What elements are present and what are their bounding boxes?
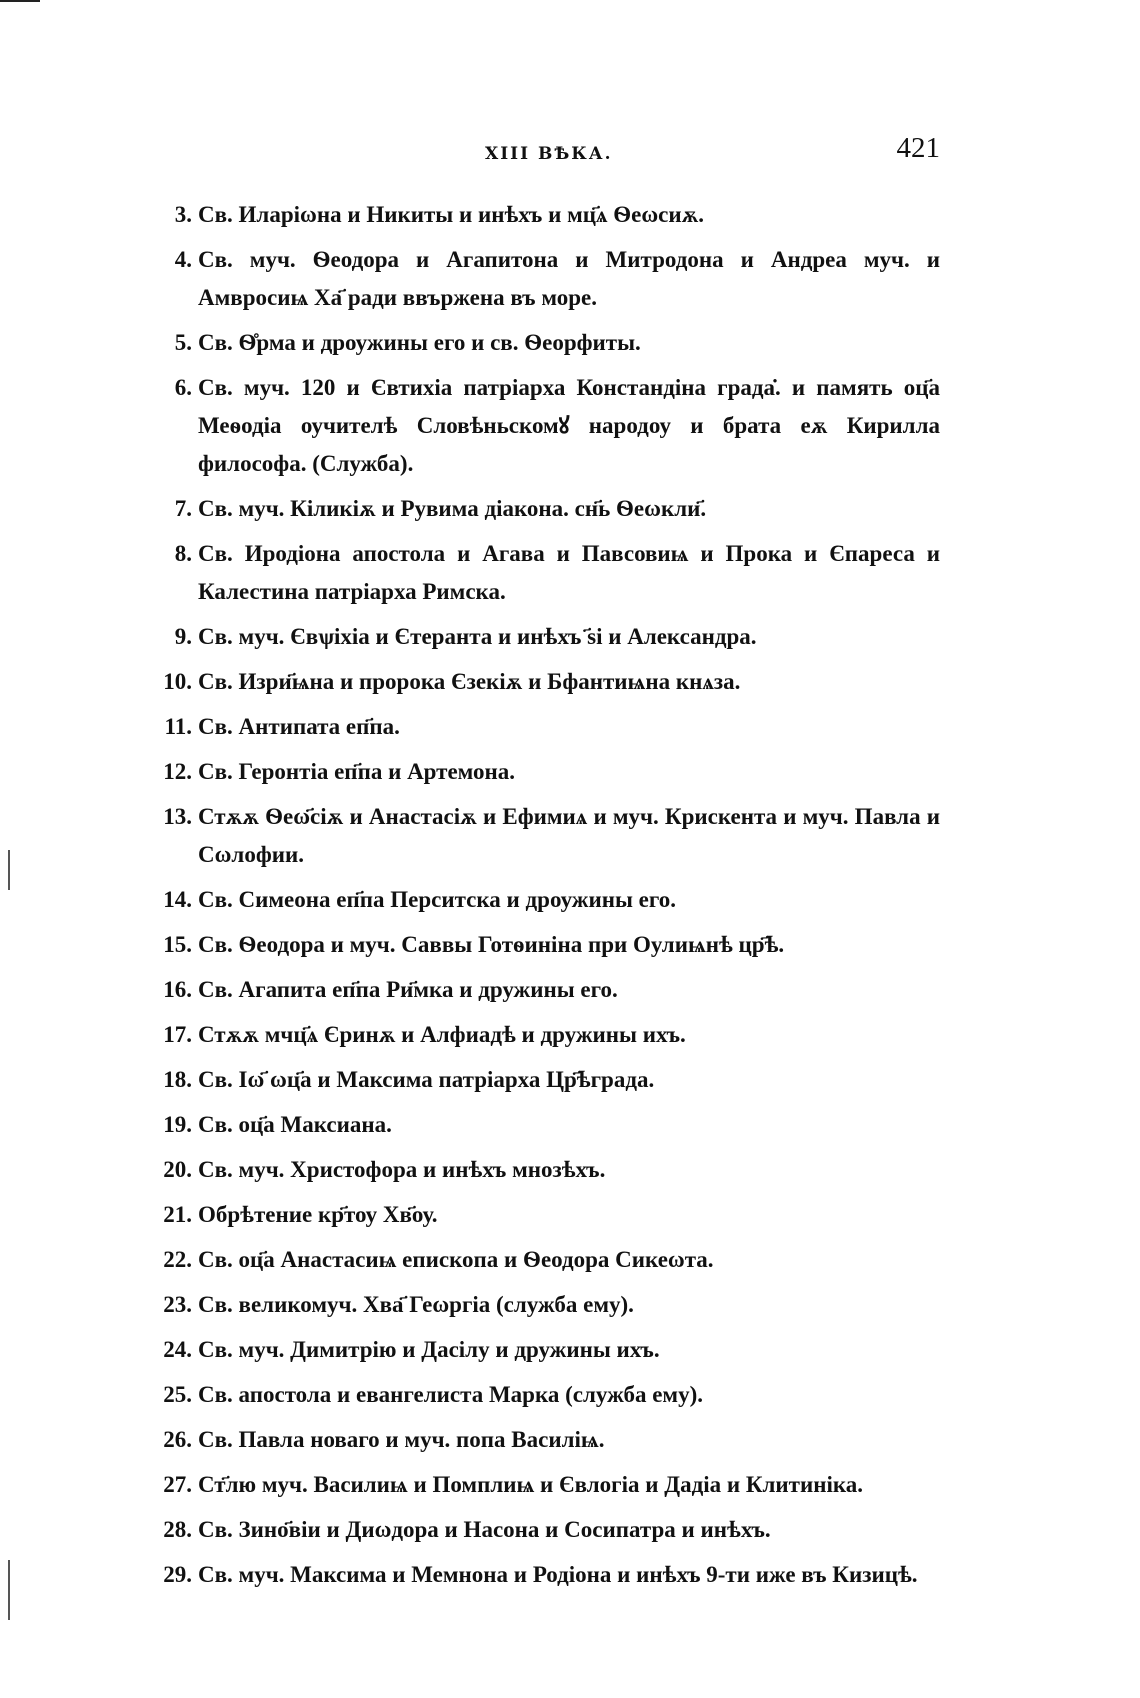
entry-number: 19. (163, 1112, 192, 1137)
entry-text: Стѫѫ Ѳеω҃сіѫ и Анастасіѫ и Ефимиѧ и муч. Крискента и муч. Павла и Сωлофии. (198, 804, 940, 867)
entry-number: 22. (163, 1247, 192, 1272)
entry-number: 18. (163, 1067, 192, 1092)
calendar-entry (140, 1376, 940, 1414)
entry-text: Св. муч. 120 и Євтихіа патріарха Констандіна града̇. и память оц҃а Меѳодіа оучителѣ Словѣньскомꙋ народоу и брата еѫ Кирилла философа. (Служба). (198, 375, 940, 476)
entry-text: Св. муч. Євѱіхіа и Єтеранта и инѣхъ ҃ѕі и Александра. (198, 624, 757, 649)
entry-number: 5. (174, 330, 192, 355)
calendar-entry (140, 753, 940, 791)
scan-edge-mark (8, 1560, 10, 1620)
entry-number: 17. (163, 1022, 192, 1047)
entry-number: 6. (174, 375, 192, 400)
calendar-entry (140, 1196, 940, 1234)
entry-number: 20. (163, 1157, 192, 1182)
entry-text: Св. Ѳеодора и муч. Саввы Готѳиніна при Оулиѩнѣ цр҃ѣ. (198, 932, 785, 957)
entry-text: Св. Изри҃ѩна и пророка Єзекіѫ и Бфантиѩна кнѧза. (198, 669, 741, 694)
scan-edge-mark (0, 0, 40, 8)
calendar-entry (140, 196, 940, 234)
entry-text: Св. муч. Димитрію и Дасілу и дружины ихъ. (198, 1337, 660, 1362)
entry-text: Св. Симеона еп҃па Перситска и дроужины его. (198, 887, 676, 912)
calendar-entry (140, 1241, 940, 1279)
calendar-entries-list (140, 196, 940, 1601)
entry-text: Св. Антипата еп҃па. (198, 714, 400, 739)
calendar-entry (140, 1466, 940, 1504)
entry-text: Св. оц҃а Максиана. (198, 1112, 392, 1137)
calendar-entry (140, 1331, 940, 1369)
calendar-entry (140, 1061, 940, 1099)
calendar-entry (140, 618, 940, 656)
calendar-entry (140, 663, 940, 701)
entry-text: Св. Іω҃ ωц҃а и Максима патріарха Цр҃ѣграда. (198, 1067, 655, 1092)
calendar-entry (140, 1511, 940, 1549)
entry-text: Св. муч. Христофора и инѣхъ мнозѣхъ. (198, 1157, 606, 1182)
entry-text: Св. муч. Кіликіѫ и Рувима діакона. сн҃ь Ѳеωкли҃. (198, 496, 707, 521)
entry-text: Обрѣтение кр҃тоу Хв҃оу. (198, 1202, 438, 1227)
calendar-entry (140, 241, 940, 317)
entry-number: 8. (174, 541, 192, 566)
entry-text: Св. Агапита еп҃па Ри҃мка и дружины его. (198, 977, 618, 1002)
entry-number: 4. (174, 247, 192, 272)
entry-number: 9. (174, 624, 192, 649)
calendar-entry (140, 324, 940, 362)
page-number: 421 (896, 132, 940, 164)
calendar-entry (140, 1016, 940, 1054)
entry-text: Св. оц҃а Анастасиѩ епископа и Ѳеодора Сикеωта. (198, 1247, 714, 1272)
calendar-entry (140, 369, 940, 483)
running-head: XIII ВѢКА. (485, 144, 613, 164)
calendar-entry (140, 971, 940, 1009)
entry-text: Св. Иродіона апостола и Агава и Павсовиѩ и Прока и Єпареса и Калестина патріарха Римска. (198, 541, 940, 604)
calendar-entry (140, 926, 940, 964)
entry-text: Св. Зино҃віи и Диωдора и Насона и Сосипатра и инѣхъ. (198, 1517, 771, 1542)
entry-text: Св. муч. Ѳеодора и Агапитона и Митродона и Андреа муч. и Амвросиѩ Ха҃ ради ввържена въ море. (198, 247, 940, 310)
calendar-entry (140, 1151, 940, 1189)
entry-number: 16. (163, 977, 192, 1002)
entry-text: Св. Ѳ̊рма и дроужины его и св. Ѳеорфиты. (198, 330, 641, 355)
entry-number: 11. (164, 714, 192, 739)
entry-number: 23. (163, 1292, 192, 1317)
entry-text: Св. Павла новаго и муч. попа Василіѩ. (198, 1427, 605, 1452)
entry-number: 29. (163, 1562, 192, 1587)
calendar-entry (140, 535, 940, 611)
entry-text: Ст҃лю муч. Василиѩ и Помплиѩ и Євлогіа и Дадіа и Клитиніка. (198, 1472, 864, 1497)
entry-text: Св. Геронтіа еп҃па и Артемона. (198, 759, 516, 784)
entry-number: 10. (163, 669, 192, 694)
entry-text: Св. муч. Максима и Мемнона и Родіона и инѣхъ 9-ти иже въ Кизицѣ. (198, 1562, 918, 1587)
calendar-entry (140, 1556, 940, 1594)
calendar-entry (140, 490, 940, 528)
entry-number: 28. (163, 1517, 192, 1542)
entry-number: 15. (163, 932, 192, 957)
calendar-entry (140, 881, 940, 919)
calendar-entry (140, 1106, 940, 1144)
entry-number: 12. (163, 759, 192, 784)
entry-number: 24. (163, 1337, 192, 1362)
calendar-entry (140, 1286, 940, 1324)
entry-number: 7. (174, 496, 192, 521)
scan-edge-mark (8, 850, 10, 890)
entry-text: Св. апостола и евангелиста Марка (служба ему). (198, 1382, 703, 1407)
entry-text: Св. Иларіωна и Никиты и инѣхъ и мц҃ѧ Ѳеωсиѫ. (198, 202, 705, 227)
entry-number: 27. (163, 1472, 192, 1497)
calendar-entry (140, 1421, 940, 1459)
page-header (140, 132, 940, 172)
entry-number: 25. (163, 1382, 192, 1407)
calendar-entry (140, 798, 940, 874)
entry-number: 26. (163, 1427, 192, 1452)
entry-text: Стѫѫ мчц҃ѧ Єринѫ и Алфиадѣ и дружины ихъ. (198, 1022, 686, 1047)
calendar-entry (140, 708, 940, 746)
entry-number: 13. (163, 804, 192, 829)
entry-number: 21. (163, 1202, 192, 1227)
entry-number: 3. (174, 202, 192, 227)
entry-number: 14. (163, 887, 192, 912)
entry-text: Св. великомуч. Хва҃ Геωргіа (служба ему). (198, 1292, 634, 1317)
